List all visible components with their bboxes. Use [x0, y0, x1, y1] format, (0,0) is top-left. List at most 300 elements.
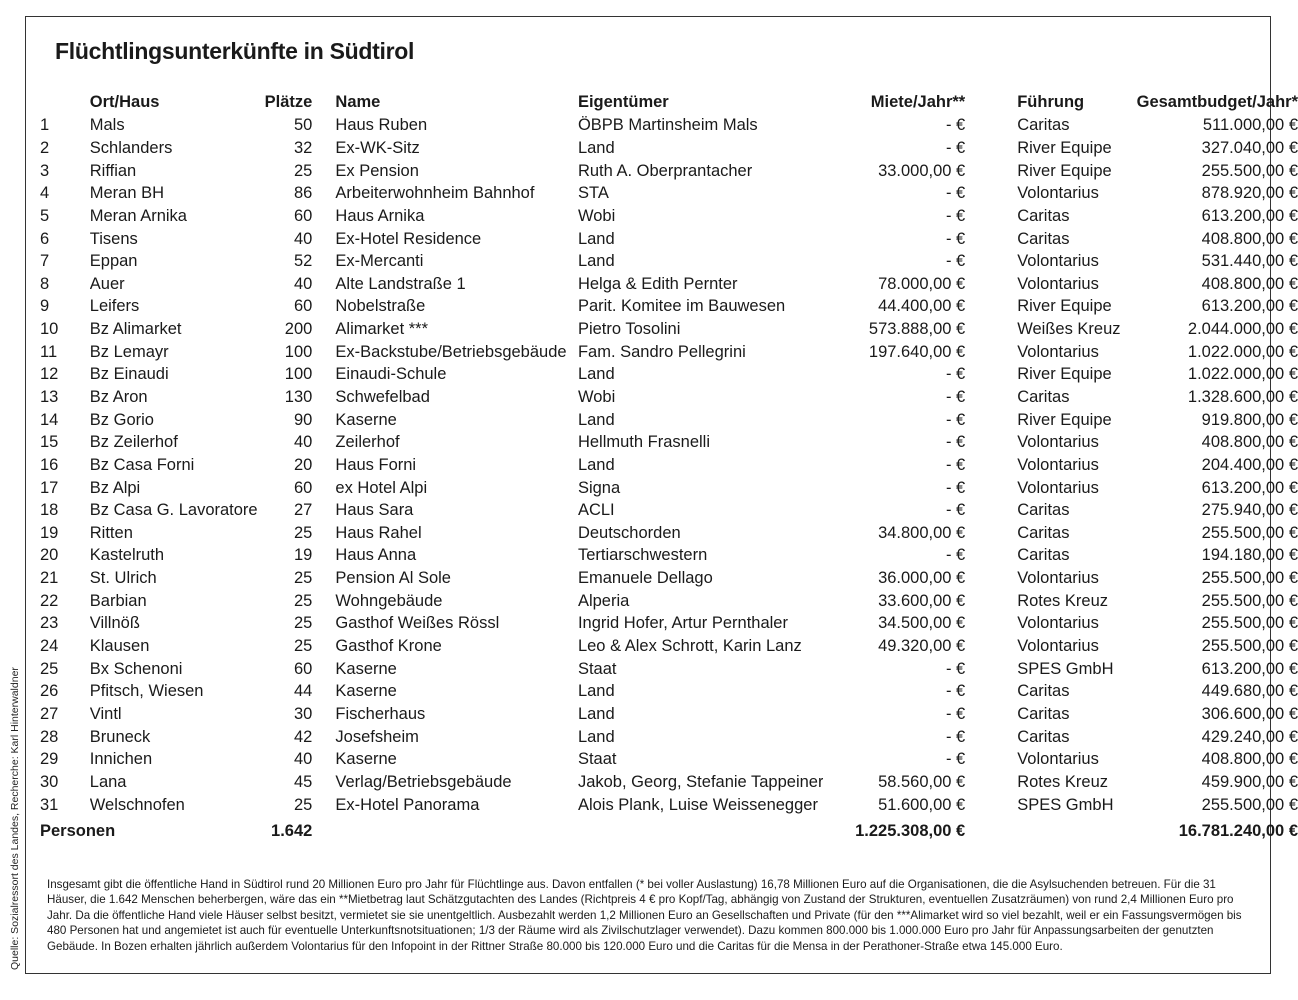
cell-miete: - € [945, 252, 966, 271]
totals-spacer [1017, 816, 1136, 846]
cell-plaetze: 60 [293, 297, 313, 316]
header-eigentuemer: Eigentümer [577, 93, 669, 111]
cell-ort: Innichen [89, 750, 153, 769]
cell-budget: 255.500,00 € [1201, 523, 1298, 542]
cell-nr: 3 [40, 161, 50, 180]
source-note: Quelle: Sozialressort des Landes, Recherche: Karl Hinterwaldner [9, 667, 21, 970]
cell-ort: Eppan [89, 252, 138, 271]
cell-ort: Meran BH [89, 184, 165, 203]
cell-nr: 20 [40, 546, 59, 565]
cell-ort: Bruneck [89, 727, 151, 746]
cell-spacer [965, 205, 1017, 228]
cell-nr: 17 [40, 478, 59, 497]
cell-spacer [965, 340, 1017, 363]
cell-name: Haus Anna [335, 546, 417, 565]
cell-fuehrung: Caritas [1017, 388, 1070, 406]
table-row [40, 544, 1298, 567]
cell-budget: 613.200,00 € [1201, 206, 1298, 225]
cell-eigentuemer: Land [577, 410, 615, 429]
cell-budget: 1.328.600,00 € [1187, 388, 1298, 406]
cell-spacer [312, 408, 335, 431]
cell-fuehrung: Caritas [1017, 523, 1070, 542]
cell-eigentuemer: Staat [577, 659, 617, 678]
cell-eigentuemer: Land [577, 138, 615, 157]
cell-plaetze: 52 [293, 252, 313, 271]
cell-miete: - € [945, 184, 966, 203]
cell-budget: 408.800,00 € [1201, 229, 1298, 248]
cell-spacer [965, 567, 1017, 590]
cell-budget: 429.240,00 € [1201, 727, 1298, 746]
cell-eigentuemer: Emanuele Dellago [577, 569, 713, 588]
cell-ort: Welschnofen [89, 795, 185, 814]
cell-budget: 613.200,00 € [1201, 478, 1298, 497]
cell-miete: 58.560,00 € [878, 772, 966, 791]
cell-spacer [965, 295, 1017, 318]
cell-ort: Pfitsch, Wiesen [89, 682, 204, 701]
table-row [40, 725, 1298, 748]
cell-spacer [312, 635, 335, 658]
cell-nr: 23 [40, 614, 59, 633]
cell-spacer [965, 612, 1017, 635]
cell-spacer [965, 454, 1017, 477]
cell-plaetze: 25 [293, 523, 313, 542]
table-row [40, 272, 1298, 295]
cell-ort: Klausen [89, 637, 150, 656]
cell-spacer [965, 703, 1017, 726]
cell-ort: Bz Casa Forni [89, 455, 195, 474]
cell-spacer [312, 454, 335, 477]
cell-name: Ex-Hotel Panorama [335, 795, 480, 814]
cell-eigentuemer: Ingrid Hofer, Artur Pernthaler [577, 614, 788, 633]
cell-name: Haus Forni [335, 455, 417, 474]
cell-budget: 408.800,00 € [1201, 274, 1298, 293]
cell-name: Haus Rahel [335, 523, 422, 542]
table-row [40, 522, 1298, 545]
cell-ort: Schlanders [89, 138, 173, 157]
cell-miete: - € [945, 229, 966, 248]
page-title: Flüchtlingsunterkünfte in Südtirol [55, 38, 415, 64]
cell-ort: Mals [89, 116, 125, 135]
cell-miete: - € [945, 116, 966, 135]
cell-plaetze: 30 [293, 704, 313, 723]
cell-nr: 16 [40, 455, 59, 474]
cell-budget: 255.500,00 € [1201, 591, 1298, 610]
cell-name: Zeilerhof [335, 433, 400, 452]
cell-miete: - € [945, 704, 966, 723]
cell-nr: 24 [40, 637, 59, 656]
cell-spacer [312, 567, 335, 590]
cell-spacer [965, 635, 1017, 658]
cell-fuehrung: Caritas [1017, 206, 1070, 225]
cell-eigentuemer: Fam. Sandro Pellegrini [577, 342, 746, 361]
cell-ort: Bz Einaudi [89, 365, 169, 384]
cell-fuehrung: Caritas [1017, 704, 1070, 723]
cell-plaetze: 100 [284, 365, 313, 384]
cell-ort: Bz Alimarket [89, 320, 182, 339]
table-row [40, 657, 1298, 680]
cell-name: Ex-Hotel Residence [335, 229, 482, 248]
cell-ort: St. Ulrich [89, 569, 157, 588]
cell-budget: 531.440,00 € [1201, 252, 1298, 271]
cell-fuehrung: Volontarius [1017, 252, 1099, 271]
totals-spacer [335, 816, 578, 846]
totals-spacer [965, 816, 1017, 846]
cell-ort: Bx Schenoni [89, 659, 183, 678]
header-miete: Miete/Jahr** [870, 93, 966, 111]
cell-plaetze: 25 [293, 591, 313, 610]
cell-eigentuemer: Alperia [577, 591, 630, 610]
cell-plaetze: 200 [284, 320, 313, 339]
cell-spacer [312, 748, 335, 771]
cell-name: Kaserne [335, 682, 397, 701]
cell-miete: - € [945, 478, 966, 497]
cell-miete: - € [945, 206, 966, 225]
cell-name: Kaserne [335, 659, 397, 678]
cell-budget: 204.400,00 € [1201, 455, 1298, 474]
cell-spacer [312, 771, 335, 794]
table-row [40, 159, 1298, 182]
cell-spacer [965, 544, 1017, 567]
table-row [40, 205, 1298, 228]
cell-fuehrung: River Equipe [1017, 410, 1112, 429]
cell-budget: 255.500,00 € [1201, 161, 1298, 180]
cell-eigentuemer: Land [577, 682, 615, 701]
cell-plaetze: 40 [293, 433, 313, 452]
cell-spacer [312, 680, 335, 703]
cell-ort: Bz Casa G. Lavoratore [89, 501, 258, 520]
cell-eigentuemer: Deutschorden [577, 523, 681, 542]
cell-fuehrung: Caritas [1017, 116, 1070, 135]
cell-fuehrung: Rotes Kreuz [1017, 772, 1108, 791]
cell-spacer [312, 476, 335, 499]
cell-name: Ex-Backstube/Betriebsgebäude [335, 342, 567, 361]
cell-miete: - € [945, 433, 966, 452]
cell-fuehrung: Volontarius [1017, 433, 1099, 452]
cell-nr: 5 [40, 206, 50, 225]
cell-miete: - € [945, 455, 966, 474]
cell-fuehrung: Volontarius [1017, 274, 1099, 293]
cell-plaetze: 100 [284, 342, 313, 361]
cell-spacer [312, 589, 335, 612]
cell-spacer [965, 522, 1017, 545]
cell-plaetze: 86 [293, 184, 313, 203]
cell-miete: 197.640,00 € [868, 342, 966, 361]
cell-miete: - € [945, 138, 966, 157]
cell-spacer [965, 793, 1017, 816]
cell-nr: 15 [40, 433, 59, 452]
cell-fuehrung: Volontarius [1017, 750, 1099, 769]
cell-nr: 1 [40, 116, 50, 135]
cell-budget: 2.044.000,00 € [1187, 320, 1298, 339]
cell-spacer [965, 408, 1017, 431]
table-row [40, 137, 1298, 160]
cell-ort: Bz Gorio [89, 410, 154, 429]
cell-plaetze: 25 [293, 614, 313, 633]
footnote: Insgesamt gibt die öffentliche Hand in Südtirol rund 20 Millionen Euro pro Jahr für Flüchtlinge aus. Davon entfallen (* bei voller Auslastung) 16,78 Millionen Euro auf die Organisationen, die die Asylsuchenden betreuen. Für die 31 Häuser, die 1.642 Menschen beherbergen, wäre das ein **Mietbetrag laut Schätzgutachten des Landes (Richtpreis 4 € pro Kopf/Tag, abhängig von Zustand der Strukturen, eventuellen Zusatzräumen) von rund 2,4 Millionen Euro pro Jahr. Da die öffentliche Hand viele Häuser selbst besitzt, vermietet sie sie unentgeltlich. Ausbezahlt werden 1,2 Millionen Euro an Gesellschaften und Private (für den ***Alimarket wird so viel bezahlt, weil er ein Fassungsvermögen bis 480 Personen hat und angemietet ist auch für eventuelle Unterkunftsnotsituationen; 1/3 der Räume wird als Zivilschutzlager verwendet). Dazu kommen 800.000 bis 1.000.000 Euro pro Jahr für Anpassungsarbeiten der genutzten Gebäude. In Bozen erhalten jährlich außerdem Volontarius für den Infopoint in der Rittner Straße 80.000 bis 120.000 Euro und die Caritas für die Mensa in der Perathoner-Straße etwa 145.000 Euro. [47, 878, 1242, 953]
table-row [40, 250, 1298, 273]
cell-spacer [965, 363, 1017, 386]
cell-spacer [312, 205, 335, 228]
cell-budget: 1.022.000,00 € [1187, 342, 1298, 361]
cell-ort: Barbian [89, 591, 147, 610]
cell-plaetze: 60 [293, 206, 313, 225]
cell-ort: Auer [89, 274, 125, 293]
cell-miete: - € [945, 388, 966, 406]
cell-fuehrung: Caritas [1017, 546, 1070, 565]
cell-miete: 78.000,00 € [878, 274, 966, 293]
cell-name: Fischerhaus [335, 704, 426, 723]
cell-nr: 22 [40, 591, 59, 610]
shelter-table [40, 90, 1298, 846]
totals-label: Personen [40, 821, 116, 840]
cell-name: Haus Sara [335, 501, 414, 520]
cell-spacer [312, 363, 335, 386]
cell-nr: 9 [40, 297, 50, 316]
cell-name: Alimarket *** [335, 320, 429, 339]
cell-eigentuemer: Wobi [577, 388, 616, 406]
cell-spacer [312, 522, 335, 545]
totals-row [40, 816, 1298, 846]
cell-nr: 19 [40, 523, 59, 542]
cell-name: Ex Pension [335, 161, 419, 180]
cell-fuehrung: Caritas [1017, 727, 1070, 746]
cell-eigentuemer: Jakob, Georg, Stefanie Tappeiner [577, 772, 824, 791]
cell-eigentuemer: Parit. Komitee im Bauwesen [577, 297, 786, 316]
cell-ort: Meran Arnika [89, 206, 187, 225]
cell-name: Ex-Mercanti [335, 252, 424, 271]
cell-fuehrung: Volontarius [1017, 478, 1099, 497]
cell-ort: Bz Zeilerhof [89, 433, 178, 452]
cell-fuehrung: Weißes Kreuz [1017, 320, 1121, 339]
cell-name: ex Hotel Alpi [335, 478, 428, 497]
cell-spacer [965, 589, 1017, 612]
cell-spacer [965, 748, 1017, 771]
cell-ort: Villnöß [89, 614, 140, 633]
cell-name: Pension Al Sole [335, 569, 451, 588]
cell-fuehrung: SPES GmbH [1017, 795, 1114, 814]
cell-budget: 255.500,00 € [1201, 795, 1298, 814]
cell-fuehrung: River Equipe [1017, 161, 1112, 180]
table-row [40, 431, 1298, 454]
cell-eigentuemer: Signa [577, 478, 621, 497]
table-row [40, 635, 1298, 658]
cell-fuehrung: River Equipe [1017, 365, 1112, 384]
cell-spacer [965, 227, 1017, 250]
cell-nr: 10 [40, 320, 59, 339]
cell-nr: 25 [40, 659, 59, 678]
cell-budget: 449.680,00 € [1201, 682, 1298, 701]
cell-plaetze: 20 [293, 455, 313, 474]
cell-fuehrung: Volontarius [1017, 614, 1099, 633]
cell-spacer [965, 771, 1017, 794]
cell-nr: 21 [40, 569, 59, 588]
cell-budget: 613.200,00 € [1201, 297, 1298, 316]
cell-miete: - € [945, 727, 966, 746]
totals-budget: 16.781.240,00 € [1178, 821, 1298, 840]
cell-eigentuemer: Land [577, 704, 615, 723]
cell-miete: 573.888,00 € [868, 320, 966, 339]
cell-plaetze: 90 [293, 410, 313, 429]
cell-name: Alte Landstraße 1 [335, 274, 466, 293]
cell-eigentuemer: Land [577, 365, 615, 384]
cell-budget: 275.940,00 € [1201, 501, 1298, 520]
cell-nr: 2 [40, 138, 50, 157]
table-row [40, 589, 1298, 612]
table-row [40, 680, 1298, 703]
cell-spacer [965, 272, 1017, 295]
cell-ort: Riffian [89, 161, 137, 180]
cell-spacer [965, 657, 1017, 680]
cell-name: Schwefelbad [335, 388, 430, 406]
table-row [40, 567, 1298, 590]
header-fuehrung: Führung [1017, 93, 1085, 111]
table-row [40, 318, 1298, 341]
cell-miete: 34.500,00 € [878, 614, 966, 633]
table-header-row [40, 90, 1298, 114]
cell-spacer [965, 476, 1017, 499]
cell-spacer [312, 159, 335, 182]
cell-spacer [965, 137, 1017, 160]
table-row [40, 182, 1298, 205]
cell-miete: - € [945, 682, 966, 701]
cell-name: Josefsheim [335, 727, 419, 746]
cell-name: Kaserne [335, 410, 397, 429]
cell-spacer [312, 703, 335, 726]
cell-fuehrung: Caritas [1017, 229, 1070, 248]
cell-fuehrung: Caritas [1017, 501, 1070, 520]
cell-ort: Bz Alpi [89, 478, 141, 497]
cell-name: Wohngebäude [335, 591, 443, 610]
cell-name: Einaudi-Schule [335, 365, 447, 384]
cell-ort: Leifers [89, 297, 140, 316]
totals-spacer [312, 816, 335, 846]
cell-budget: 613.200,00 € [1201, 659, 1298, 678]
cell-plaetze: 40 [293, 229, 313, 248]
cell-plaetze: 50 [293, 116, 313, 135]
cell-spacer [312, 340, 335, 363]
cell-miete: - € [945, 659, 966, 678]
cell-eigentuemer: Hellmuth Frasnelli [577, 433, 710, 452]
table-row [40, 476, 1298, 499]
cell-eigentuemer: Ruth A. Oberprantacher [577, 161, 753, 180]
cell-budget: 306.600,00 € [1201, 704, 1298, 723]
cell-miete: - € [945, 410, 966, 429]
cell-nr: 7 [40, 252, 50, 271]
cell-ort: Tisens [89, 229, 138, 248]
cell-spacer [312, 295, 335, 318]
table-row [40, 771, 1298, 794]
cell-nr: 14 [40, 410, 59, 429]
cell-name: Haus Arnika [335, 206, 425, 225]
cell-miete: 44.400,00 € [878, 297, 966, 316]
cell-plaetze: 32 [293, 138, 313, 157]
cell-miete: 34.800,00 € [878, 523, 966, 542]
cell-spacer [312, 386, 335, 409]
table-row [40, 227, 1298, 250]
cell-fuehrung: Caritas [1017, 682, 1070, 701]
cell-spacer [312, 793, 335, 816]
cell-spacer [312, 250, 335, 273]
cell-miete: - € [945, 501, 966, 520]
cell-name: Kaserne [335, 750, 397, 769]
cell-spacer [312, 318, 335, 341]
cell-plaetze: 19 [293, 546, 313, 565]
cell-name: Ex-WK-Sitz [335, 138, 420, 157]
cell-spacer [312, 499, 335, 522]
cell-fuehrung: Rotes Kreuz [1017, 591, 1108, 610]
cell-nr: 30 [40, 772, 59, 791]
cell-plaetze: 42 [293, 727, 313, 746]
cell-nr: 12 [40, 365, 59, 384]
cell-eigentuemer: ACLI [577, 501, 615, 520]
cell-ort: Bz Lemayr [89, 342, 169, 361]
cell-budget: 919.800,00 € [1201, 410, 1298, 429]
header-nr [40, 90, 90, 114]
cell-fuehrung: Volontarius [1017, 637, 1099, 656]
cell-miete: 33.000,00 € [878, 161, 966, 180]
table-row [40, 386, 1298, 409]
cell-spacer [965, 680, 1017, 703]
cell-eigentuemer: Alois Plank, Luise Weissenegger [577, 795, 818, 814]
table-row [40, 114, 1298, 137]
cell-eigentuemer: Helga & Edith Pernter [577, 274, 738, 293]
cell-spacer [312, 431, 335, 454]
cell-miete: - € [945, 365, 966, 384]
cell-eigentuemer: Tertiarschwestern [577, 546, 708, 565]
cell-budget: 327.040,00 € [1201, 138, 1298, 157]
cell-plaetze: 25 [293, 569, 313, 588]
cell-name: Arbeiterwohnheim Bahnhof [335, 184, 535, 203]
table-row [40, 363, 1298, 386]
table-row [40, 612, 1298, 635]
cell-ort: Ritten [89, 523, 133, 542]
cell-spacer [965, 182, 1017, 205]
cell-nr: 27 [40, 704, 59, 723]
cell-spacer [312, 114, 335, 137]
cell-plaetze: 40 [293, 750, 313, 769]
cell-miete: 49.320,00 € [878, 637, 966, 656]
table-row [40, 748, 1298, 771]
cell-plaetze: 25 [293, 795, 313, 814]
cell-ort: Lana [89, 772, 127, 791]
header-plaetze: Plätze [264, 93, 313, 111]
cell-ort: Bz Aron [89, 388, 148, 406]
cell-spacer [312, 612, 335, 635]
cell-fuehrung: River Equipe [1017, 297, 1112, 316]
cell-spacer [965, 159, 1017, 182]
cell-miete: - € [945, 750, 966, 769]
cell-eigentuemer: Pietro Tosolini [577, 320, 681, 339]
cell-fuehrung: SPES GmbH [1017, 659, 1114, 678]
table-row [40, 454, 1298, 477]
cell-plaetze: 60 [293, 659, 313, 678]
cell-name: Gasthof Weißes Rössl [335, 614, 500, 633]
cell-miete: 36.000,00 € [878, 569, 966, 588]
cell-nr: 8 [40, 274, 50, 293]
cell-spacer [965, 725, 1017, 748]
cell-miete: 33.600,00 € [878, 591, 966, 610]
cell-plaetze: 44 [293, 682, 313, 701]
table-row [40, 295, 1298, 318]
cell-plaetze: 60 [293, 478, 313, 497]
cell-plaetze: 45 [293, 772, 313, 791]
cell-spacer [312, 544, 335, 567]
cell-name: Verlag/Betriebsgebäude [335, 772, 512, 791]
table-row [40, 793, 1298, 816]
cell-nr: 13 [40, 388, 59, 406]
header-name: Name [335, 93, 381, 111]
cell-budget: 408.800,00 € [1201, 433, 1298, 452]
